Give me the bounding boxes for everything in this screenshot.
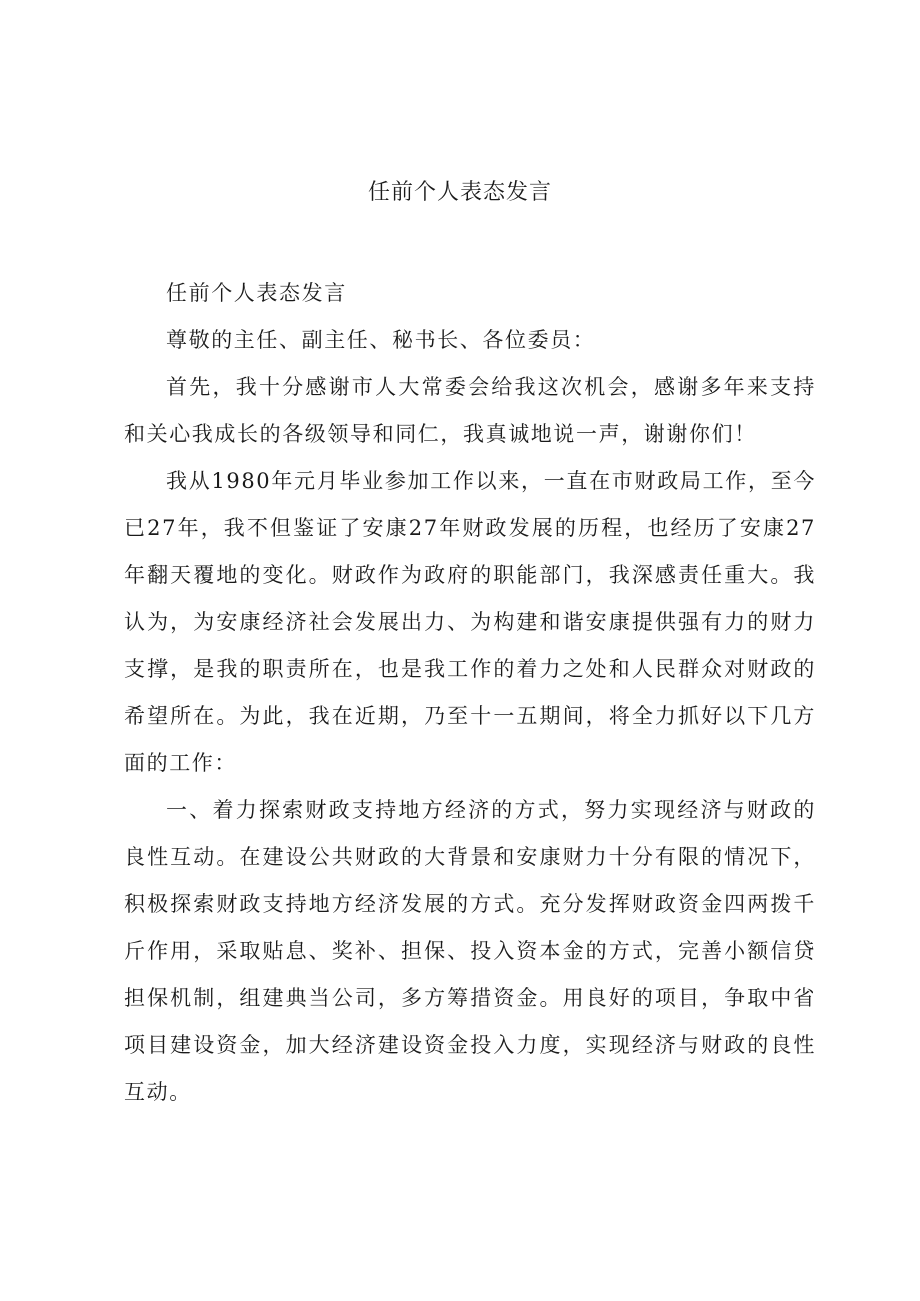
body-paragraph-thanks: 首先，我十分感谢市人大常委会给我这次机会，感谢多年来支持和关心我成长的各级领导和同仁，我真诚地说一声，谢谢你们！ [124,375,816,446]
body-paragraph-heading: 任前个人表态发言 [166,281,347,305]
body-paragraph-point-one: 一、着力探索财政支持地方经济的方式，努力实现经济与财政的良性互动。在建设公共财政的大背景和安康财力十分有限的情况下，积极探索财政支持地方经济发展的方式。充分发挥财政资金四两拨千斤作用，采取贴息、奖补、担保、投入资本金的方式，完善小额信贷担保机制，组建典当公司，多方筹措资金。用良好的项目，争取中省项目建设资金，加大经济建设资金投入力度，实现经济与财政的良性互动。 [124,798,816,1104]
document-title: 任前个人表态发言 [367,180,552,205]
body-paragraph-salutation: 尊敬的主任、副主任、秘书长、各位委员： [166,328,596,352]
body-paragraph-career: 我从1980年元月毕业参加工作以来，一直在市财政局工作，至今已27年，我不但鉴证了安康27年财政发展的历程，也经历了安康27年翻天覆地的变化。财政作为政府的职能部门，我深感责任重大。我认为，为安康经济社会发展出力、为构建和谐安康提供强有力的财力支撑，是我的职责所在，也是我工作的着力之处和人民群众对财政的希望所在。为此，我在近期，乃至十一五期间，将全力抓好以下几方面的工作： [124,469,816,775]
document-body [124,270,816,1116]
